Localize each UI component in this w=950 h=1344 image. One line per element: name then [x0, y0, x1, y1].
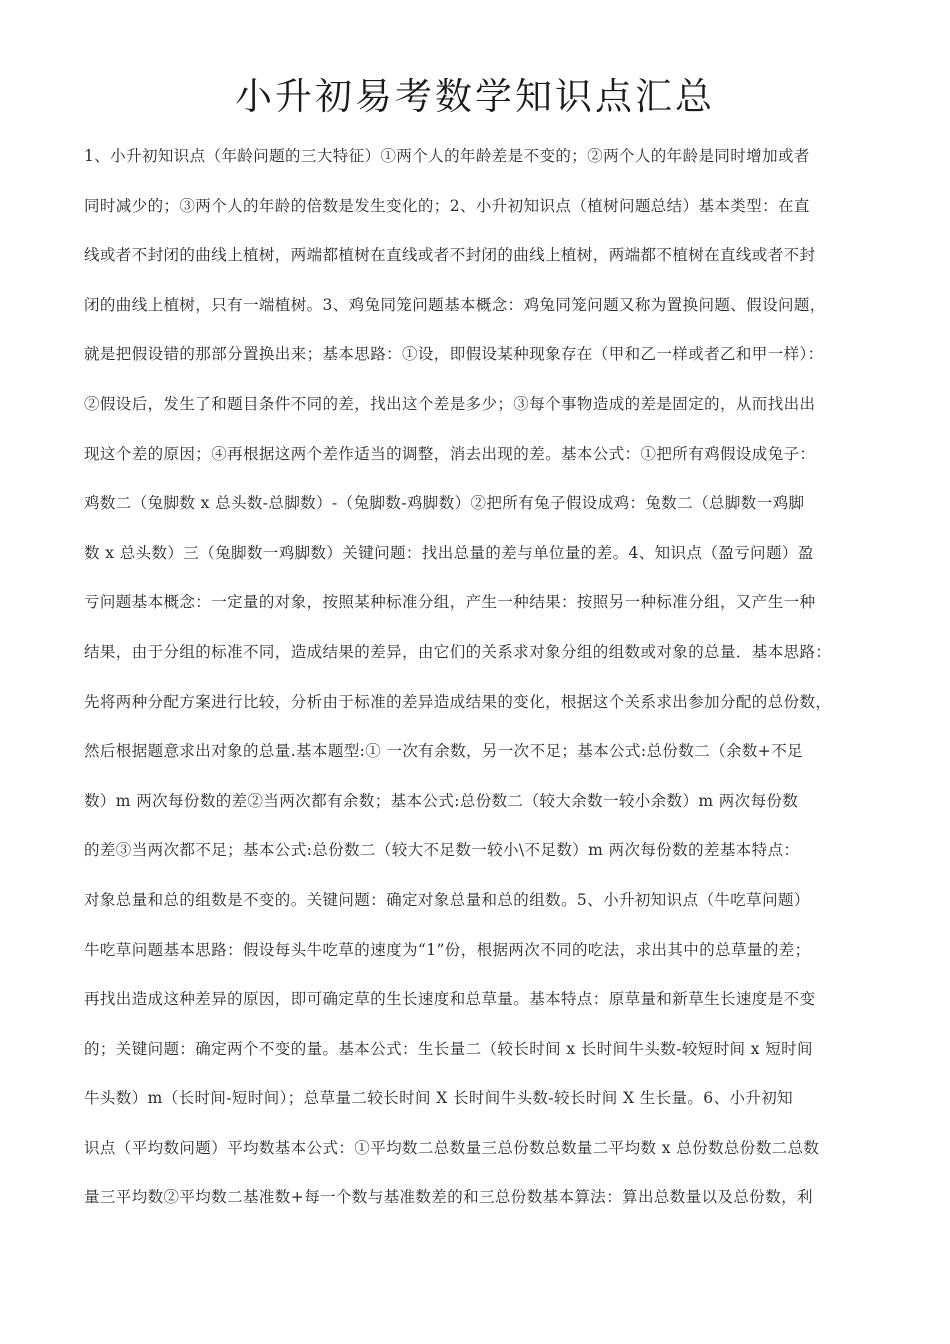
- body-line: 1、小升初知识点（年龄问题的三大特征）①两个人的年龄差是不变的；②两个人的年龄是同时增加或者: [84, 147, 810, 165]
- body-line: 对象总量和总的组数是不变的。关键问题：确定对象总量和总的组数。5、小升初知识点（牛吃草问题）: [84, 890, 810, 909]
- body-line: 数）m 两次每份数的差②当两次都有余数；基本公式:总份数二（较大余数一较小余数）m 两次每份数: [84, 791, 799, 810]
- body-line: 同时减少的；③两个人的年龄的倍数是发生变化的；2、小升初知识点（植树问题总结）基本类型：在直: [84, 196, 810, 215]
- body-line: 识点（平均数问题）平均数基本公式：①平均数二总数量三总份数总数量二平均数 x 总份数总份数二总数: [84, 1138, 820, 1157]
- body-line: 牛吃草问题基本思路：假设每头牛吃草的速度为“1”份，根据两次不同的吃法，求出其中的总草量的差；: [84, 940, 811, 959]
- body-line: 鸡数二（兔脚数 x 总头数-总脚数）-（兔脚数-鸡脚数）②把所有兔子假设成鸡：兔数二（总脚数一鸡脚: [84, 494, 805, 513]
- body-line: 的；关键问题：确定两个不变的量。基本公式：生长量二（较长时间 x 长时间牛头数-较短时间 x 短时间: [84, 1039, 813, 1058]
- body-line: 的差③当两次都不足；基本公式:总份数二（较大不足数一较小\不足数）m 两次每份数的差基本特点：: [84, 841, 800, 860]
- body-line: 线或者不封闭的曲线上植树，两端都植树在直线或者不封闭的曲线上植树，两端都不植树在直线或者不封: [84, 246, 816, 265]
- body-line: ②假设后，发生了和题目条件不同的差，找出这个差是多少；③每个事物造成的差是固定的，从而找出出: [84, 394, 816, 413]
- body-line: 然后根据题意求出对象的总量.基本题型:① 一次有余数，另一次不足；基本公式:总份数二（余数+不足: [84, 742, 803, 761]
- body-line: 数 x 总头数）三（兔脚数一鸡脚数）关键问题：找出总量的差与单位量的差。4、知识点（盈亏问题）盈: [84, 543, 814, 562]
- body-line: 结果，由于分组的标准不同，造成结果的差异，由它们的关系求对象分组的组数或对象的总量．基本思路：: [84, 642, 832, 661]
- body-line: 亏问题基本概念：一定量的对象，按照某种标准分组，产生一种结果：按照另一种标准分组，又产生一种: [84, 593, 816, 612]
- document-body: [84, 132, 884, 1223]
- document-title: 小升初易考数学知识点汇总: [235, 75, 715, 118]
- body-line: 闭的曲线上植树，只有一端植树。3、鸡兔同笼问题基本概念：鸡兔同笼问题又称为置换问题、假设问题，: [84, 295, 826, 314]
- body-line: 现这个差的原因；④再根据这两个差作适当的调整，消去出现的差。基本公式：①把所有鸡假设成兔子：: [84, 444, 816, 463]
- body-line: 先将两种分配方案进行比较，分析由于标准的差异造成结果的变化，根据这个关系求出参加分配的总份数，: [84, 692, 832, 711]
- body-line: 就是把假设错的那部分置换出来；基本思路：①设，即假设某种现象存在（甲和乙一样或者乙和甲一样）：: [84, 345, 824, 364]
- body-line: 量三平均数②平均数二基准数+每一个数与基准数差的和三总份数基本算法：算出总数量以及总份数，利: [84, 1188, 813, 1207]
- body-line: 再找出造成这种差异的原因，即可确定草的生长速度和总草量。基本特点：原草量和新草生长速度是不变: [84, 990, 816, 1009]
- body-line: 牛头数）m（长时间-短时间）；总草量二较长时间 X 长时间牛头数-较长时间 X 生长量。6、小升初知: [84, 1089, 794, 1108]
